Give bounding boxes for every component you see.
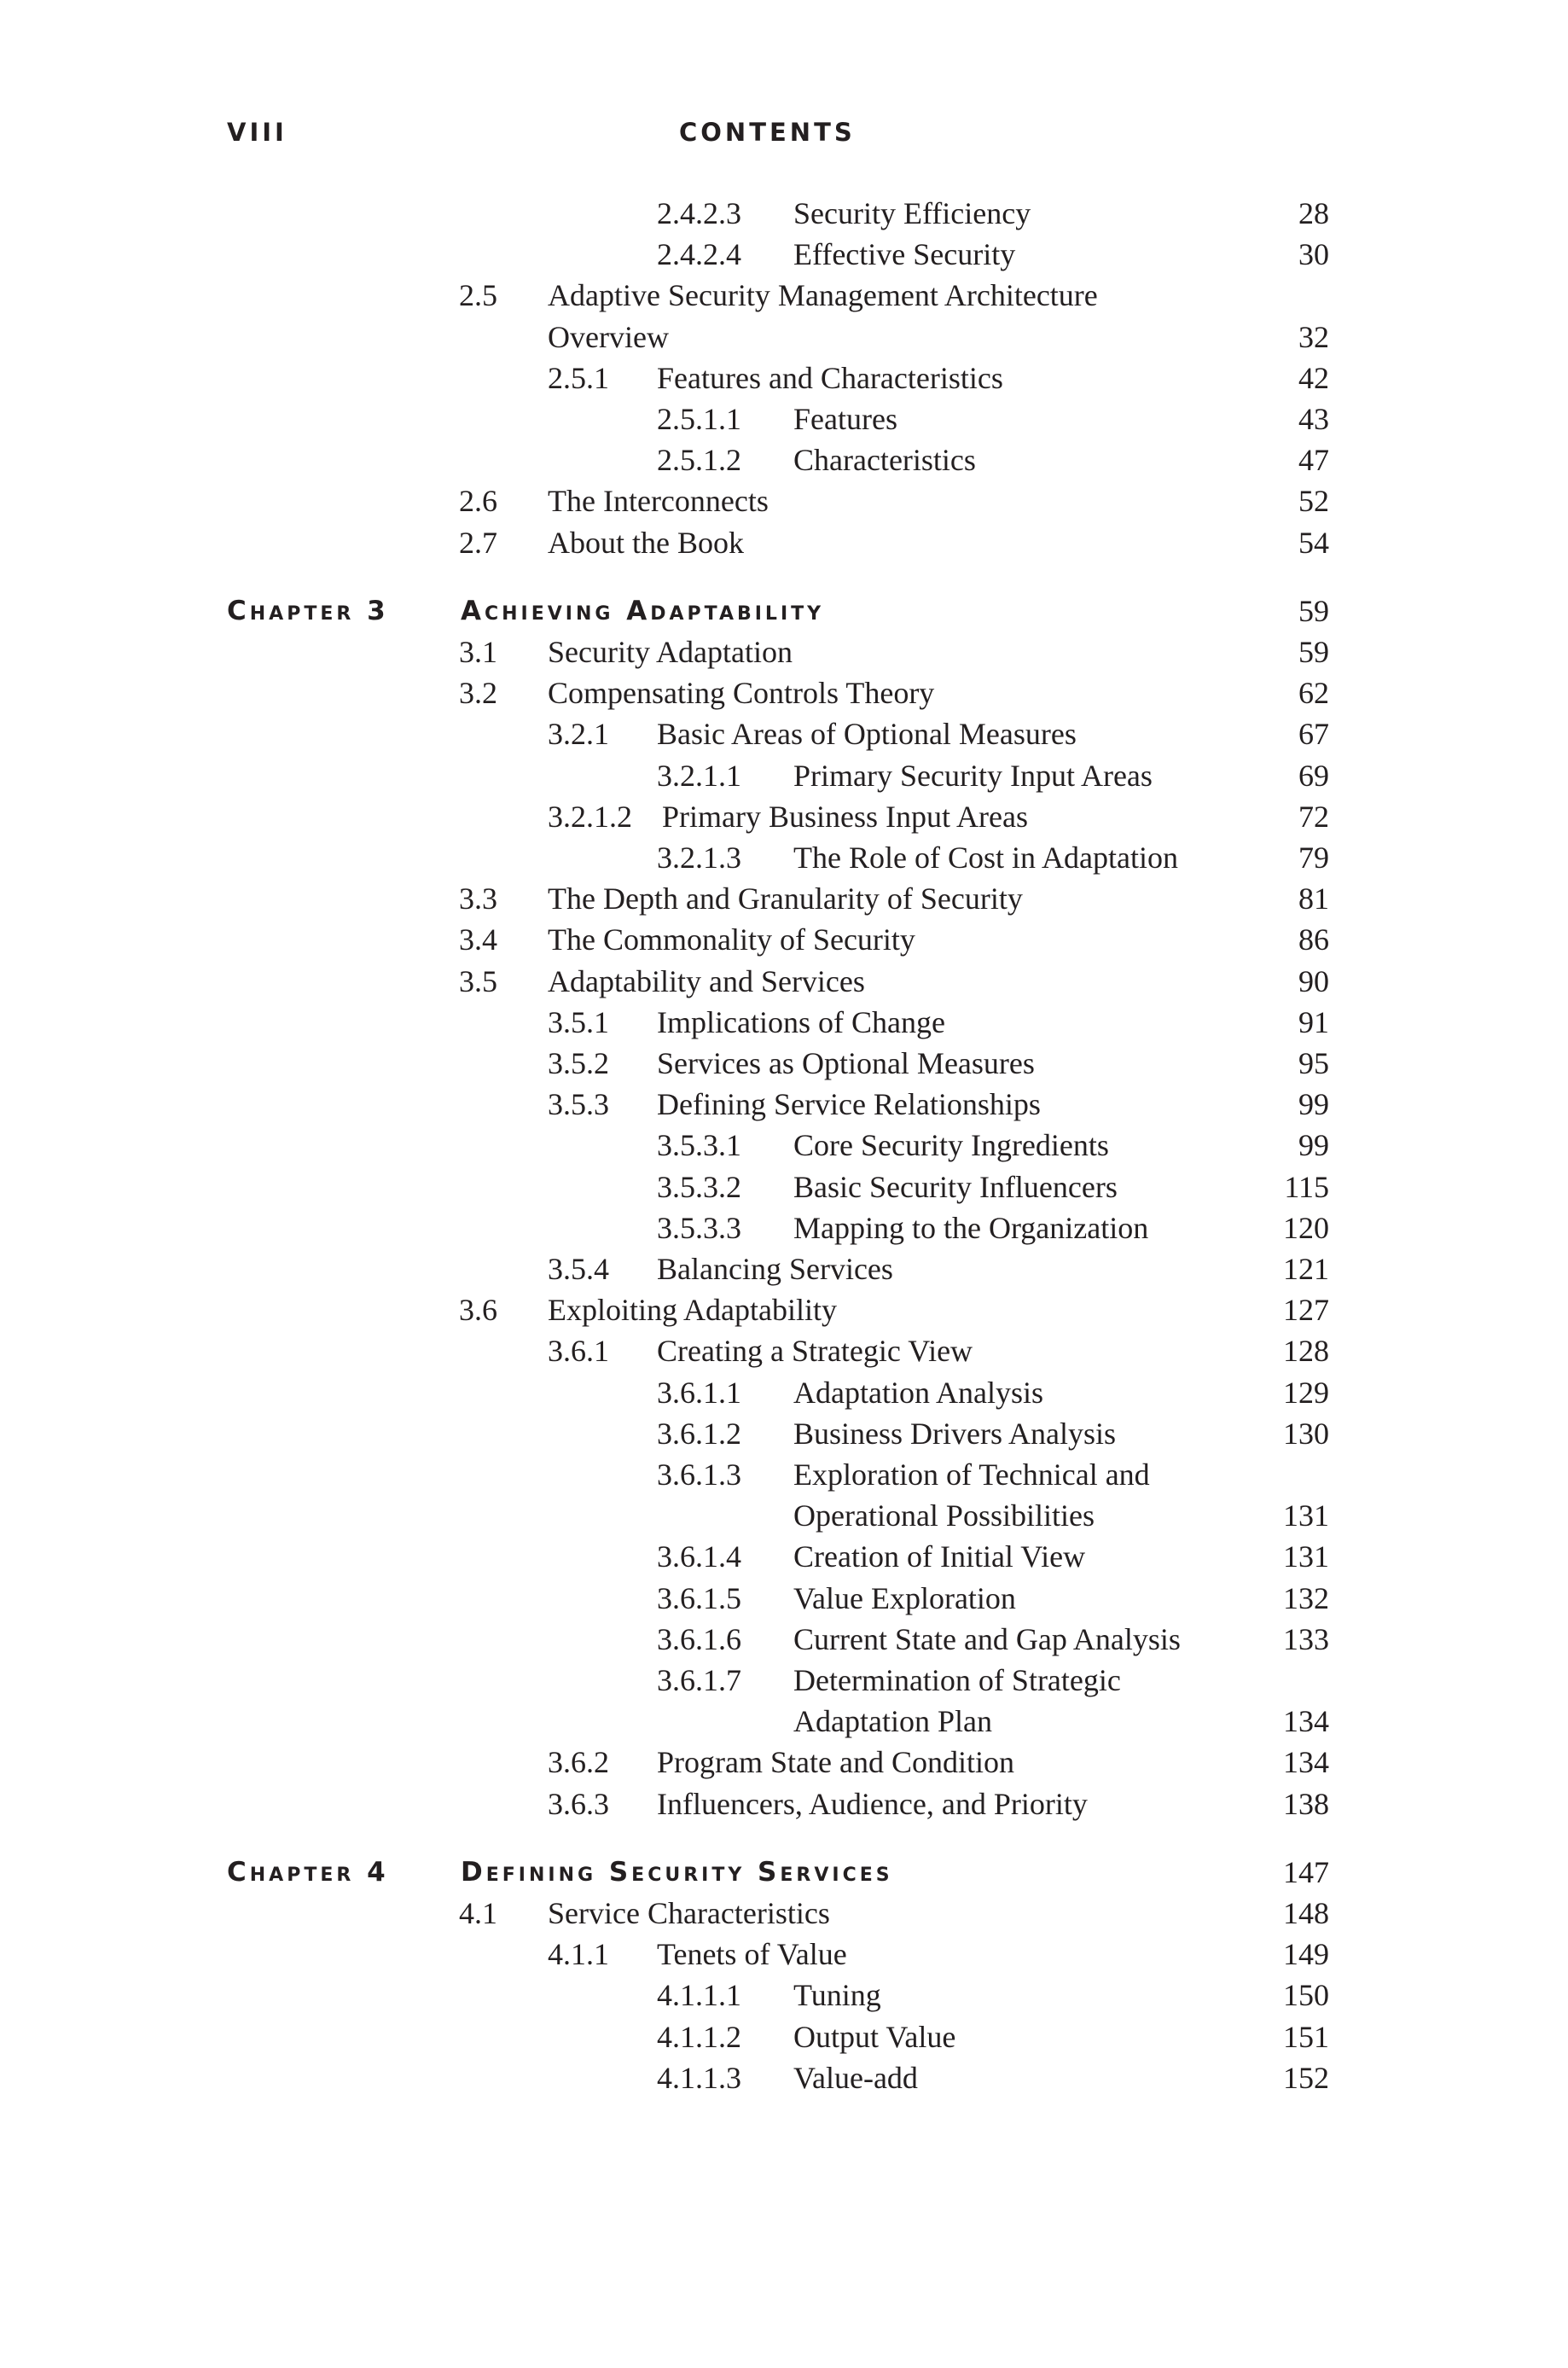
toc-number: 3.2.1.3 (657, 841, 741, 875)
toc-page-number: 86 (1298, 922, 1329, 957)
toc-page-number: 52 (1298, 484, 1329, 519)
toc-number: 3.6.3 (548, 1786, 609, 1821)
toc-title: Compensating Controls Theory (548, 676, 935, 711)
toc-title: The Role of Cost in Adaptation (793, 841, 1178, 875)
toc-title: Creating a Strategic View (657, 1334, 973, 1369)
toc-title: Primary Security Input Areas (793, 758, 1153, 793)
toc-entry (0, 1783, 1568, 1824)
toc-entry (0, 275, 1568, 316)
toc-title: Program State and Condition (657, 1745, 1014, 1780)
toc-page-number: 115 (1284, 1169, 1329, 1204)
toc-title: Balancing Services (657, 1252, 893, 1286)
toc-page-number: 91 (1298, 1004, 1329, 1039)
toc-page-number: 121 (1283, 1252, 1329, 1286)
toc-page-number: 47 (1298, 443, 1329, 478)
toc-chapter-entry (0, 1852, 1568, 1893)
toc-page-number: 134 (1283, 1704, 1329, 1739)
toc-number: 3.6.1.7 (657, 1663, 741, 1697)
toc-entry (0, 1330, 1568, 1371)
toc-number: 2.5.1.1 (657, 402, 741, 436)
toc-number: 3.6.1.2 (657, 1416, 741, 1451)
toc-number: 4.1 (459, 1896, 497, 1930)
toc-number: 2.5.1 (548, 360, 609, 395)
toc-entry (0, 961, 1568, 1002)
toc-page-number: 131 (1283, 1498, 1329, 1533)
toc-title: Tenets of Value (657, 1937, 847, 1972)
toc-page-number: 150 (1283, 1978, 1329, 2013)
toc-page-number: 59 (1298, 593, 1329, 628)
toc-number: 2.5 (459, 278, 497, 313)
toc-number: 3.2.1.1 (657, 758, 741, 793)
toc-entry (0, 672, 1568, 713)
toc-number: 3.5 (459, 963, 497, 998)
toc-entry (0, 1660, 1568, 1701)
toc-title: Basic Security Influencers (793, 1169, 1118, 1204)
toc-page-number: 149 (1283, 1937, 1329, 1972)
toc-page-number: 152 (1283, 2060, 1329, 2095)
toc-entry (0, 480, 1568, 521)
toc-number: 4.1.1.1 (657, 1978, 741, 2013)
toc-entry (0, 1125, 1568, 1166)
toc-page-number: 95 (1298, 1046, 1329, 1080)
toc-title: Security Adaptation (548, 635, 793, 669)
toc-title: Operational Possibilities (793, 1498, 1095, 1533)
toc-number: Chapter 3 (227, 595, 389, 626)
toc-entry (0, 631, 1568, 672)
toc-number: 3.3 (459, 881, 497, 916)
toc-page-number: 43 (1298, 402, 1329, 436)
toc-title: Effective Security (793, 237, 1016, 272)
toc-entry (0, 1975, 1568, 2016)
toc-page-number: 147 (1283, 1854, 1329, 1889)
toc-number: 4.1.1.3 (657, 2060, 741, 2095)
toc-number: 3.1 (459, 635, 497, 669)
toc-number: 3.5.3.3 (657, 1210, 741, 1245)
toc-title: Implications of Change (657, 1004, 945, 1039)
toc-title: Adaptation Plan (793, 1704, 992, 1739)
toc-title: The Commonality of Security (548, 922, 915, 957)
toc-chapter-entry (0, 591, 1568, 631)
toc-title: Basic Areas of Optional Measures (657, 717, 1077, 752)
toc-title: Adaptability and Services (548, 963, 865, 998)
toc-number: 3.6.1.6 (657, 1621, 741, 1656)
toc-title: Business Drivers Analysis (793, 1416, 1116, 1451)
toc-number: 4.1.1.2 (657, 2019, 741, 2054)
toc-entry (0, 1372, 1568, 1413)
toc-number: 3.6.1.3 (657, 1457, 741, 1492)
toc-title: Value-add (793, 2060, 918, 2095)
toc-page-number: 42 (1298, 360, 1329, 395)
toc-number: 3.6 (459, 1293, 497, 1328)
toc-entry (0, 713, 1568, 754)
toc-entry (0, 1084, 1568, 1125)
toc-entry (0, 837, 1568, 878)
toc-entry (0, 1536, 1568, 1577)
toc-page-number: 32 (1298, 319, 1329, 354)
toc-entry (0, 796, 1568, 837)
toc-entry (0, 1413, 1568, 1454)
toc-page-number: 127 (1283, 1293, 1329, 1328)
toc-title: Features (793, 402, 897, 436)
toc-entry (0, 1893, 1568, 1934)
toc-entry (0, 878, 1568, 919)
toc-title: Output Value (793, 2019, 956, 2054)
toc-page-number: 132 (1283, 1580, 1329, 1615)
toc-number: 3.2 (459, 676, 497, 711)
toc-page-number: 134 (1283, 1745, 1329, 1780)
toc-number: 2.6 (459, 484, 497, 519)
toc-entry (0, 755, 1568, 796)
toc-number: 3.6.1 (548, 1334, 609, 1369)
toc-title: Adaptation Analysis (793, 1375, 1043, 1410)
toc-entry (0, 1934, 1568, 1975)
toc-title: Mapping to the Organization (793, 1210, 1149, 1245)
toc-number: 3.6.1.5 (657, 1580, 741, 1615)
toc-entry (0, 358, 1568, 399)
toc-entry (0, 1454, 1568, 1495)
toc-number: 3.4 (459, 922, 497, 957)
toc-page-number: 54 (1298, 525, 1329, 560)
toc-title: Characteristics (793, 443, 976, 478)
toc-entry (0, 439, 1568, 480)
toc-number: 2.4.2.3 (657, 196, 741, 230)
toc-page-number: 59 (1298, 635, 1329, 669)
toc-page-number: 151 (1283, 2019, 1329, 2054)
toc-number: 3.5.3 (548, 1087, 609, 1122)
toc-entry (0, 1043, 1568, 1084)
toc-title: Adaptive Security Management Architecture (548, 278, 1098, 313)
toc-page-number: 99 (1298, 1128, 1329, 1163)
toc-entry (0, 317, 1568, 358)
toc-entry (0, 1742, 1568, 1783)
toc-page-number: 90 (1298, 963, 1329, 998)
toc-page-number: 69 (1298, 758, 1329, 793)
toc-title: Defining Service Relationships (657, 1087, 1041, 1122)
toc-entry (0, 1002, 1568, 1043)
toc-page-number: 62 (1298, 676, 1329, 711)
toc-page-number: 130 (1283, 1416, 1329, 1451)
toc-entry (0, 234, 1568, 275)
toc-number: 3.2.1 (548, 717, 609, 752)
page-folio: VIII (227, 118, 287, 147)
toc-title: The Depth and Granularity of Security (548, 881, 1023, 916)
toc-page-number: 128 (1283, 1334, 1329, 1369)
toc-title: Services as Optional Measures (657, 1046, 1035, 1080)
toc-entry (0, 1495, 1568, 1536)
toc-title: Achieving Adaptability (461, 595, 825, 626)
toc-title: Current State and Gap Analysis (793, 1621, 1181, 1656)
toc-number: Chapter 4 (227, 1856, 389, 1888)
toc-entry (0, 1701, 1568, 1742)
toc-title: Security Efficiency (793, 196, 1031, 230)
toc-entry (0, 1167, 1568, 1207)
toc-number: 3.5.4 (548, 1252, 609, 1286)
toc-title: Determination of Strategic (793, 1663, 1121, 1697)
toc-page-number: 79 (1298, 841, 1329, 875)
toc-page-number: 28 (1298, 196, 1329, 230)
toc-page-number: 120 (1283, 1210, 1329, 1245)
toc-number: 3.2.1.2 (548, 799, 632, 834)
toc-number: 3.5.1 (548, 1004, 609, 1039)
toc-title: Core Security Ingredients (793, 1128, 1109, 1163)
toc-number: 3.6.1.4 (657, 1539, 741, 1574)
toc-page-number: 131 (1283, 1539, 1329, 1574)
toc-entry (0, 1207, 1568, 1248)
toc-number: 3.5.3.2 (657, 1169, 741, 1204)
toc-entry (0, 2016, 1568, 2057)
toc-page-number: 148 (1283, 1896, 1329, 1930)
toc-title: Exploration of Technical and (793, 1457, 1150, 1492)
toc-title: Defining Security Services (461, 1856, 893, 1888)
toc-number: 3.5.3.1 (657, 1128, 741, 1163)
toc-number: 2.4.2.4 (657, 237, 741, 272)
toc-entry (0, 193, 1568, 234)
toc-page-number: 67 (1298, 717, 1329, 752)
toc-page-number: 99 (1298, 1087, 1329, 1122)
toc-title: Value Exploration (793, 1580, 1016, 1615)
toc-title: About the Book (548, 525, 744, 560)
toc-title: The Interconnects (548, 484, 769, 519)
toc-number: 4.1.1 (548, 1937, 609, 1972)
toc-entry (0, 1578, 1568, 1619)
running-head-title: CONTENTS (679, 118, 856, 147)
toc-entry (0, 1289, 1568, 1330)
toc-number: 2.5.1.2 (657, 443, 741, 478)
toc-entry (0, 522, 1568, 563)
toc-title: Exploiting Adaptability (548, 1293, 837, 1328)
toc-title: Features and Characteristics (657, 360, 1003, 395)
toc-entry (0, 919, 1568, 960)
toc-page-number: 133 (1283, 1621, 1329, 1656)
toc-page-number: 72 (1298, 799, 1329, 834)
toc-page-number: 30 (1298, 237, 1329, 272)
toc-page-number: 138 (1283, 1786, 1329, 1821)
toc-title: Creation of Initial View (793, 1539, 1086, 1574)
toc-entry (0, 1619, 1568, 1660)
toc-number: 3.6.2 (548, 1745, 609, 1780)
toc-number: 2.7 (459, 525, 497, 560)
toc-title: Influencers, Audience, and Priority (657, 1786, 1088, 1821)
toc-entry (0, 399, 1568, 439)
toc-page-number: 81 (1298, 881, 1329, 916)
toc-title: Tuning (793, 1978, 881, 2013)
toc-title: Primary Business Input Areas (662, 799, 1028, 834)
toc-entry (0, 2057, 1568, 2098)
toc-entry (0, 1248, 1568, 1289)
toc-page-number: 129 (1283, 1375, 1329, 1410)
toc-title: Overview (548, 319, 669, 354)
toc-title: Service Characteristics (548, 1896, 830, 1930)
toc-number: 3.5.2 (548, 1046, 609, 1080)
toc-number: 3.6.1.1 (657, 1375, 741, 1410)
